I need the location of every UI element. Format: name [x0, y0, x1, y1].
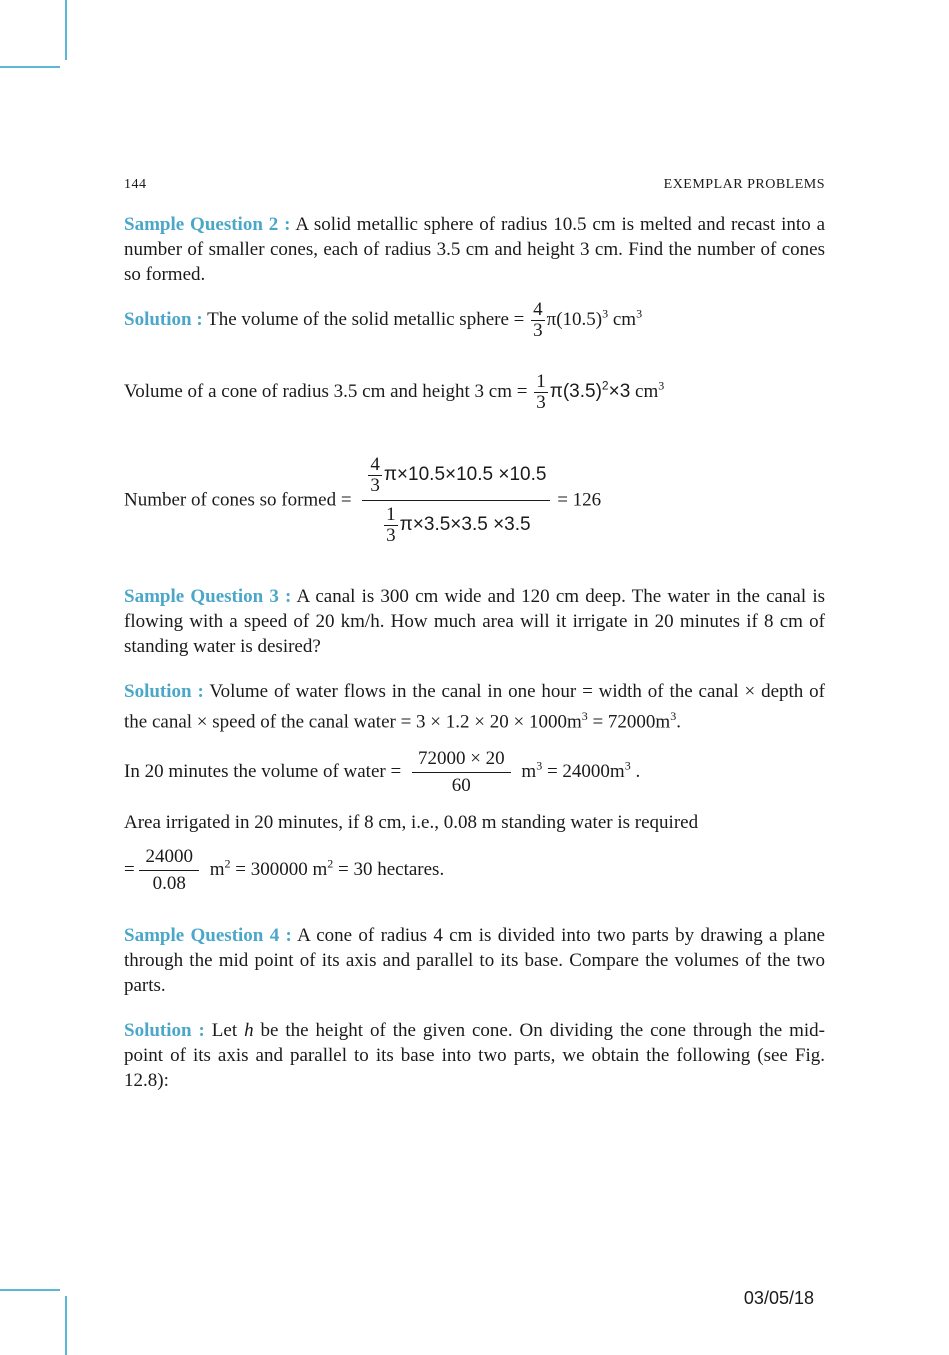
fraction-denominator: 0.08: [152, 873, 186, 894]
expression-rest: ×3: [608, 380, 631, 402]
compound-fraction: [362, 455, 550, 546]
fraction-numerator: 4: [533, 299, 543, 320]
solution-text: Let: [211, 1020, 245, 1041]
sample-question-3: [124, 584, 825, 659]
exponent: 3: [581, 709, 588, 723]
question-text: A solid metallic sphere of radius 10.5 cm is melted and recast into a number of smaller cones, each of radius 3.5 cm and height 3 cm. Find the number of cones so formed.: [124, 214, 826, 285]
expression: π(10.5): [546, 308, 603, 330]
exponent: 3: [602, 306, 609, 321]
unit: cm: [612, 308, 637, 330]
unit-exponent: 3: [658, 378, 665, 393]
solution-2-line-3: [124, 455, 601, 546]
sample-question-2: [124, 212, 825, 287]
solution-3-paragraph: [124, 679, 825, 734]
unit: m: [521, 760, 537, 782]
question-label: Sample Question 3 :: [124, 586, 292, 607]
footer-date: 03/05/18: [743, 1288, 814, 1308]
fraction: [368, 455, 382, 496]
expression: π×10.5×10.5 ×10.5: [383, 463, 547, 485]
expression: π(3.5): [549, 380, 602, 402]
solution-text: The volume of the solid metallic sphere =: [207, 308, 525, 330]
result-end: .: [635, 760, 641, 782]
sample-question-4: [124, 923, 825, 998]
solution-2-line-1: [124, 300, 642, 341]
solution-label: Solution :: [124, 681, 204, 702]
solution-label: Solution :: [124, 308, 203, 330]
solution-text: Number of cones so formed =: [124, 489, 352, 511]
result: = 126: [557, 489, 602, 511]
fraction: [534, 372, 548, 413]
solution-text-end: .: [676, 711, 681, 733]
solution-text-mid: = 72000m: [587, 711, 671, 733]
fraction: [412, 749, 511, 796]
fraction: [384, 505, 398, 546]
fraction: [531, 300, 545, 341]
fraction-numerator: 1: [386, 504, 396, 525]
exponent: 2: [601, 378, 609, 393]
solution-3-line-4: [124, 847, 444, 894]
solution-text-cont: be the height of the given cone. On dividing the cone through the mid-point of its axis and parallel to its base into two parts, we obtain the following (see Fig. 12.8):: [124, 1020, 826, 1091]
compound-denominator: [362, 501, 550, 546]
solution-2-line-2: [124, 372, 664, 413]
solution-text: Area irrigated in 20 minutes, if 8 cm, i.e., 0.08 m standing water is required: [124, 812, 699, 833]
compound-numerator: [362, 455, 550, 501]
unit: m: [209, 858, 225, 880]
solution-4-paragraph: [124, 1018, 825, 1093]
unit-exponent: 2: [224, 856, 231, 871]
fraction-numerator: 24000: [139, 847, 199, 871]
equals-sign: =: [124, 858, 135, 880]
variable: h: [244, 1020, 254, 1041]
result: = 30 hectares.: [338, 858, 445, 880]
crop-mark-bottom-vertical: [65, 1296, 67, 1355]
unit: cm: [635, 380, 659, 402]
fraction-denominator: 3: [536, 392, 546, 413]
solution-text: Volume of water flows in the canal in one hour = width of the canal × depth of the canal × speed of the canal water = 3 × 1.2 × 20 × 1000m: [124, 681, 825, 733]
expression: = 300000 m: [235, 858, 328, 880]
expression: π×3.5×3.5 ×3.5: [399, 513, 531, 535]
solution-3-line-3: [124, 812, 698, 834]
result-exponent: 3: [624, 758, 631, 773]
question-label: Sample Question 4 :: [124, 925, 292, 946]
solution-3-line-2: [124, 749, 640, 796]
fraction-denominator: 3: [370, 475, 380, 496]
result: = 24000m: [546, 760, 625, 782]
crop-mark-top-vertical: [65, 0, 67, 60]
running-header-title: EXEMPLAR PROBLEMS: [663, 177, 825, 192]
crop-mark-bottom-horizontal: [0, 1289, 60, 1291]
fraction-denominator: 3: [386, 525, 396, 546]
fraction-numerator: 1: [536, 371, 546, 392]
fraction-numerator: 4: [370, 454, 380, 475]
question-text: A canal is 300 cm wide and 120 cm deep. The water in the canal is flowing with a speed of 20 km/h. How much area will it irrigate in 20 minutes if 8 cm of standing water is desired?: [124, 586, 825, 657]
unit-exponent: 3: [536, 758, 543, 773]
fraction-denominator: 3: [533, 320, 543, 341]
solution-text: Volume of a cone of radius 3.5 cm and height 3 cm =: [124, 380, 528, 402]
fraction-denominator: 60: [451, 775, 471, 796]
page-number: 144: [124, 177, 147, 192]
unit-exponent: 3: [636, 306, 643, 321]
question-text: A cone of radius 4 cm is divided into two parts by drawing a plane through the mid point of its axis and parallel to its base. Compare the volumes of the two parts.: [124, 925, 825, 996]
exponent: 3: [670, 709, 677, 723]
fraction-numerator: 72000 × 20: [412, 749, 511, 773]
question-label: Sample Question 2 :: [124, 214, 291, 235]
exponent: 2: [327, 856, 334, 871]
crop-mark-top-horizontal: [0, 66, 60, 68]
solution-label: Solution :: [124, 1020, 205, 1041]
solution-text: In 20 minutes the volume of water =: [124, 760, 402, 782]
fraction: [139, 847, 199, 894]
